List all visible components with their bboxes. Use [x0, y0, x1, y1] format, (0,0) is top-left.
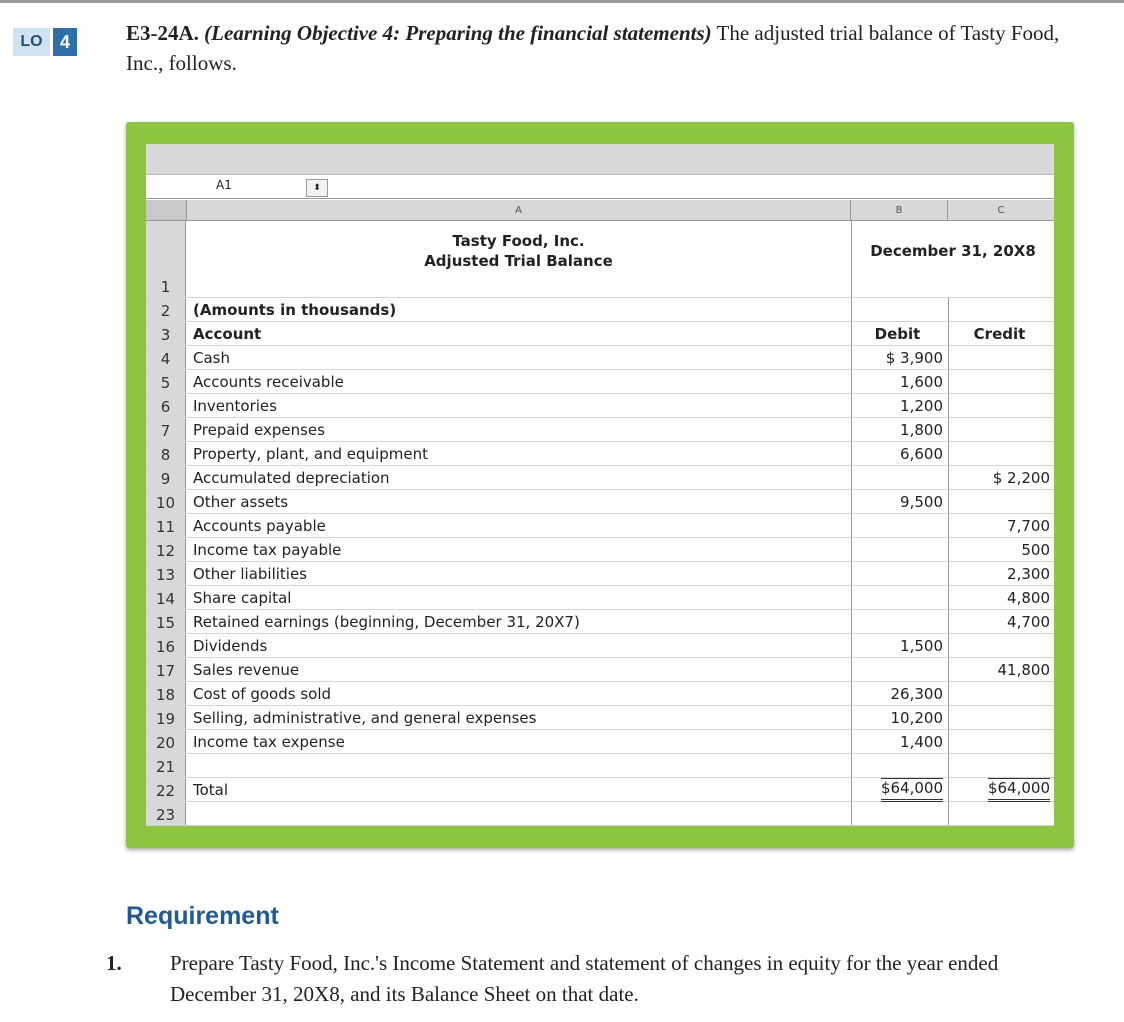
credit-cell[interactable] — [948, 634, 1050, 657]
row-number: 3 — [146, 322, 186, 345]
account-cell[interactable]: Accumulated depreciation — [193, 468, 390, 487]
table-row — [146, 322, 1054, 346]
credit-cell[interactable] — [948, 442, 1050, 465]
account-cell[interactable]: Share capital — [193, 588, 292, 607]
requirement-heading: Requirement — [126, 902, 279, 930]
account-cell[interactable]: Inventories — [193, 396, 277, 415]
credit-cell[interactable]: Credit — [948, 322, 1050, 345]
row-number: 14 — [146, 586, 186, 609]
table-row — [146, 730, 1054, 754]
credit-cell[interactable] — [948, 682, 1050, 705]
table-row — [146, 370, 1054, 394]
account-cell[interactable]: Accounts receivable — [193, 372, 344, 391]
table-row — [146, 754, 1054, 778]
debit-cell[interactable] — [851, 298, 943, 321]
table-row — [146, 682, 1054, 706]
credit-cell[interactable]: 4,800 — [948, 586, 1050, 609]
table-row — [146, 586, 1054, 610]
debit-cell[interactable]: $ 3,900 — [851, 346, 943, 369]
table-row — [146, 538, 1054, 562]
row-number: 13 — [146, 562, 186, 585]
debit-cell[interactable] — [851, 754, 943, 777]
account-cell[interactable]: Income tax expense — [193, 732, 345, 751]
title-cell[interactable] — [187, 221, 850, 297]
debit-cell[interactable] — [851, 802, 943, 825]
row-number: 18 — [146, 682, 186, 705]
credit-cell[interactable] — [948, 346, 1050, 369]
row-number: 20 — [146, 730, 186, 753]
exercise-intro — [126, 18, 1086, 78]
column-header-b[interactable]: B — [851, 200, 948, 220]
row-number: 12 — [146, 538, 186, 561]
column-header-row — [146, 200, 1054, 221]
debit-cell[interactable] — [851, 562, 943, 585]
learning-objective-badge — [13, 28, 77, 56]
credit-cell[interactable]: 7,700 — [948, 514, 1050, 537]
table-row — [146, 346, 1054, 370]
account-cell[interactable]: Account — [193, 324, 262, 343]
table-row — [146, 658, 1054, 682]
row-number: 23 — [146, 802, 186, 825]
table-row — [146, 466, 1054, 490]
table-row — [146, 610, 1054, 634]
row-number: 6 — [146, 394, 186, 417]
row-number: 4 — [146, 346, 186, 369]
table-row — [146, 418, 1054, 442]
top-rule — [0, 0, 1124, 3]
debit-cell[interactable]: 9,500 — [851, 490, 943, 513]
table-row — [146, 221, 1054, 298]
exercise-text: The adjusted trial balance of Tasty Food, Inc., follows. — [126, 21, 1060, 75]
company-name: Tasty Food, Inc. — [452, 232, 585, 250]
exercise-objective: (Learning Objective 4: Preparing the financial statements) — [204, 21, 712, 45]
row-number: 8 — [146, 442, 186, 465]
row-number: 9 — [146, 466, 186, 489]
credit-cell[interactable]: 2,300 — [948, 562, 1050, 585]
table-row — [146, 490, 1054, 514]
row-number: 22 — [146, 778, 186, 801]
debit-cell[interactable]: 1,600 — [851, 370, 943, 393]
account-cell[interactable]: Prepaid expenses — [193, 420, 325, 439]
table-row — [146, 514, 1054, 538]
account-cell[interactable]: Dividends — [193, 636, 268, 655]
debit-cell[interactable]: Debit — [851, 322, 943, 345]
table-row — [146, 706, 1054, 730]
debit-cell[interactable] — [851, 538, 943, 561]
debit-cell[interactable] — [851, 466, 943, 489]
credit-cell[interactable] — [948, 778, 1050, 801]
exercise-code: E3-24A. — [126, 21, 199, 45]
date-cell[interactable]: December 31, 20X8 — [851, 221, 1054, 297]
column-header-c[interactable]: C — [997, 204, 1005, 216]
debit-cell[interactable]: 1,400 — [851, 730, 943, 753]
lo-label: LO — [13, 28, 50, 56]
statement-title: Adjusted Trial Balance — [424, 252, 613, 270]
debit-cell[interactable]: 10,200 — [851, 706, 943, 729]
column-header-a[interactable]: A — [187, 200, 851, 220]
debit-cell[interactable] — [851, 514, 943, 537]
spreadsheet-toolbar — [146, 144, 1054, 175]
debit-cell[interactable] — [851, 778, 943, 801]
account-cell[interactable]: Other assets — [193, 492, 289, 511]
account-cell[interactable]: Sales revenue — [193, 660, 300, 679]
row-number: 17 — [146, 658, 186, 681]
credit-cell[interactable] — [948, 418, 1050, 441]
spreadsheet-frame — [126, 122, 1074, 848]
debit-cell[interactable] — [851, 586, 943, 609]
account-cell[interactable]: Total — [193, 780, 229, 799]
table-row — [146, 634, 1054, 658]
lo-number: 4 — [53, 28, 77, 56]
total-credit-value: $64,000 — [988, 778, 1050, 802]
table-row — [146, 442, 1054, 466]
table-row — [146, 298, 1054, 322]
requirement-text: Prepare Tasty Food, Inc.'s Income Statement and statement of changes in equity for the year ended December 31, 20X8, and its Balance Sheet on that date. — [170, 951, 999, 1006]
account-cell[interactable]: Retained earnings (beginning, December 31, 20X7) — [193, 612, 580, 631]
debit-cell[interactable] — [851, 658, 943, 681]
row-number: 2 — [146, 298, 186, 321]
debit-cell[interactable]: 26,300 — [851, 682, 943, 705]
row-number: 16 — [146, 634, 186, 657]
account-cell[interactable]: Cash — [193, 348, 230, 367]
credit-cell[interactable] — [948, 730, 1050, 753]
credit-cell[interactable] — [948, 802, 1050, 825]
account-cell[interactable]: Cost of goods sold — [193, 684, 332, 703]
table-row — [146, 394, 1054, 418]
row-number: 10 — [146, 490, 186, 513]
row-number: 1 — [146, 221, 186, 297]
credit-cell[interactable]: 500 — [948, 538, 1050, 561]
credit-cell[interactable]: 41,800 — [948, 658, 1050, 681]
account-cell[interactable]: Income tax payable — [193, 540, 342, 559]
account-cell[interactable]: Selling, administrative, and general expenses — [193, 708, 537, 727]
table-row — [146, 802, 1054, 826]
debit-cell[interactable]: 1,500 — [851, 634, 943, 657]
row-number: 19 — [146, 706, 186, 729]
table-row — [146, 778, 1054, 802]
row-number: 21 — [146, 754, 186, 777]
account-cell[interactable]: Property, plant, and equipment — [193, 444, 428, 463]
row-number: 15 — [146, 610, 186, 633]
credit-cell[interactable] — [948, 490, 1050, 513]
row-number: 11 — [146, 514, 186, 537]
formula-bar — [146, 176, 1054, 199]
row-number: 7 — [146, 418, 186, 441]
total-debit-value: $64,000 — [881, 778, 943, 802]
debit-cell[interactable]: 1,800 — [851, 418, 943, 441]
debit-cell[interactable]: 1,200 — [851, 394, 943, 417]
credit-cell[interactable] — [948, 394, 1050, 417]
cell-reference[interactable]: A1 — [216, 178, 232, 192]
account-cell[interactable]: Other liabilities — [193, 564, 308, 583]
trial-balance-rows — [146, 298, 1054, 826]
account-cell[interactable]: (Amounts in thousands) — [193, 300, 397, 319]
table-row — [146, 562, 1054, 586]
debit-cell[interactable]: 6,600 — [851, 442, 943, 465]
select-all-corner[interactable] — [146, 200, 187, 220]
credit-cell[interactable] — [948, 754, 1050, 777]
credit-cell[interactable]: 4,700 — [948, 610, 1050, 633]
spreadsheet-grid — [146, 200, 1054, 826]
credit-cell[interactable]: $ 2,200 — [948, 466, 1050, 489]
requirement-number: 1. — [106, 951, 122, 975]
requirement-item — [106, 948, 1068, 1010]
credit-cell[interactable] — [948, 370, 1050, 393]
row-number: 5 — [146, 370, 186, 393]
credit-cell[interactable] — [948, 298, 1050, 321]
account-cell[interactable]: Accounts payable — [193, 516, 326, 535]
cell-ref-stepper-icon[interactable]: ⬍ — [306, 179, 328, 197]
requirement-list — [106, 948, 1068, 1010]
spreadsheet — [146, 144, 1054, 826]
credit-cell[interactable] — [948, 706, 1050, 729]
debit-cell[interactable] — [851, 610, 943, 633]
